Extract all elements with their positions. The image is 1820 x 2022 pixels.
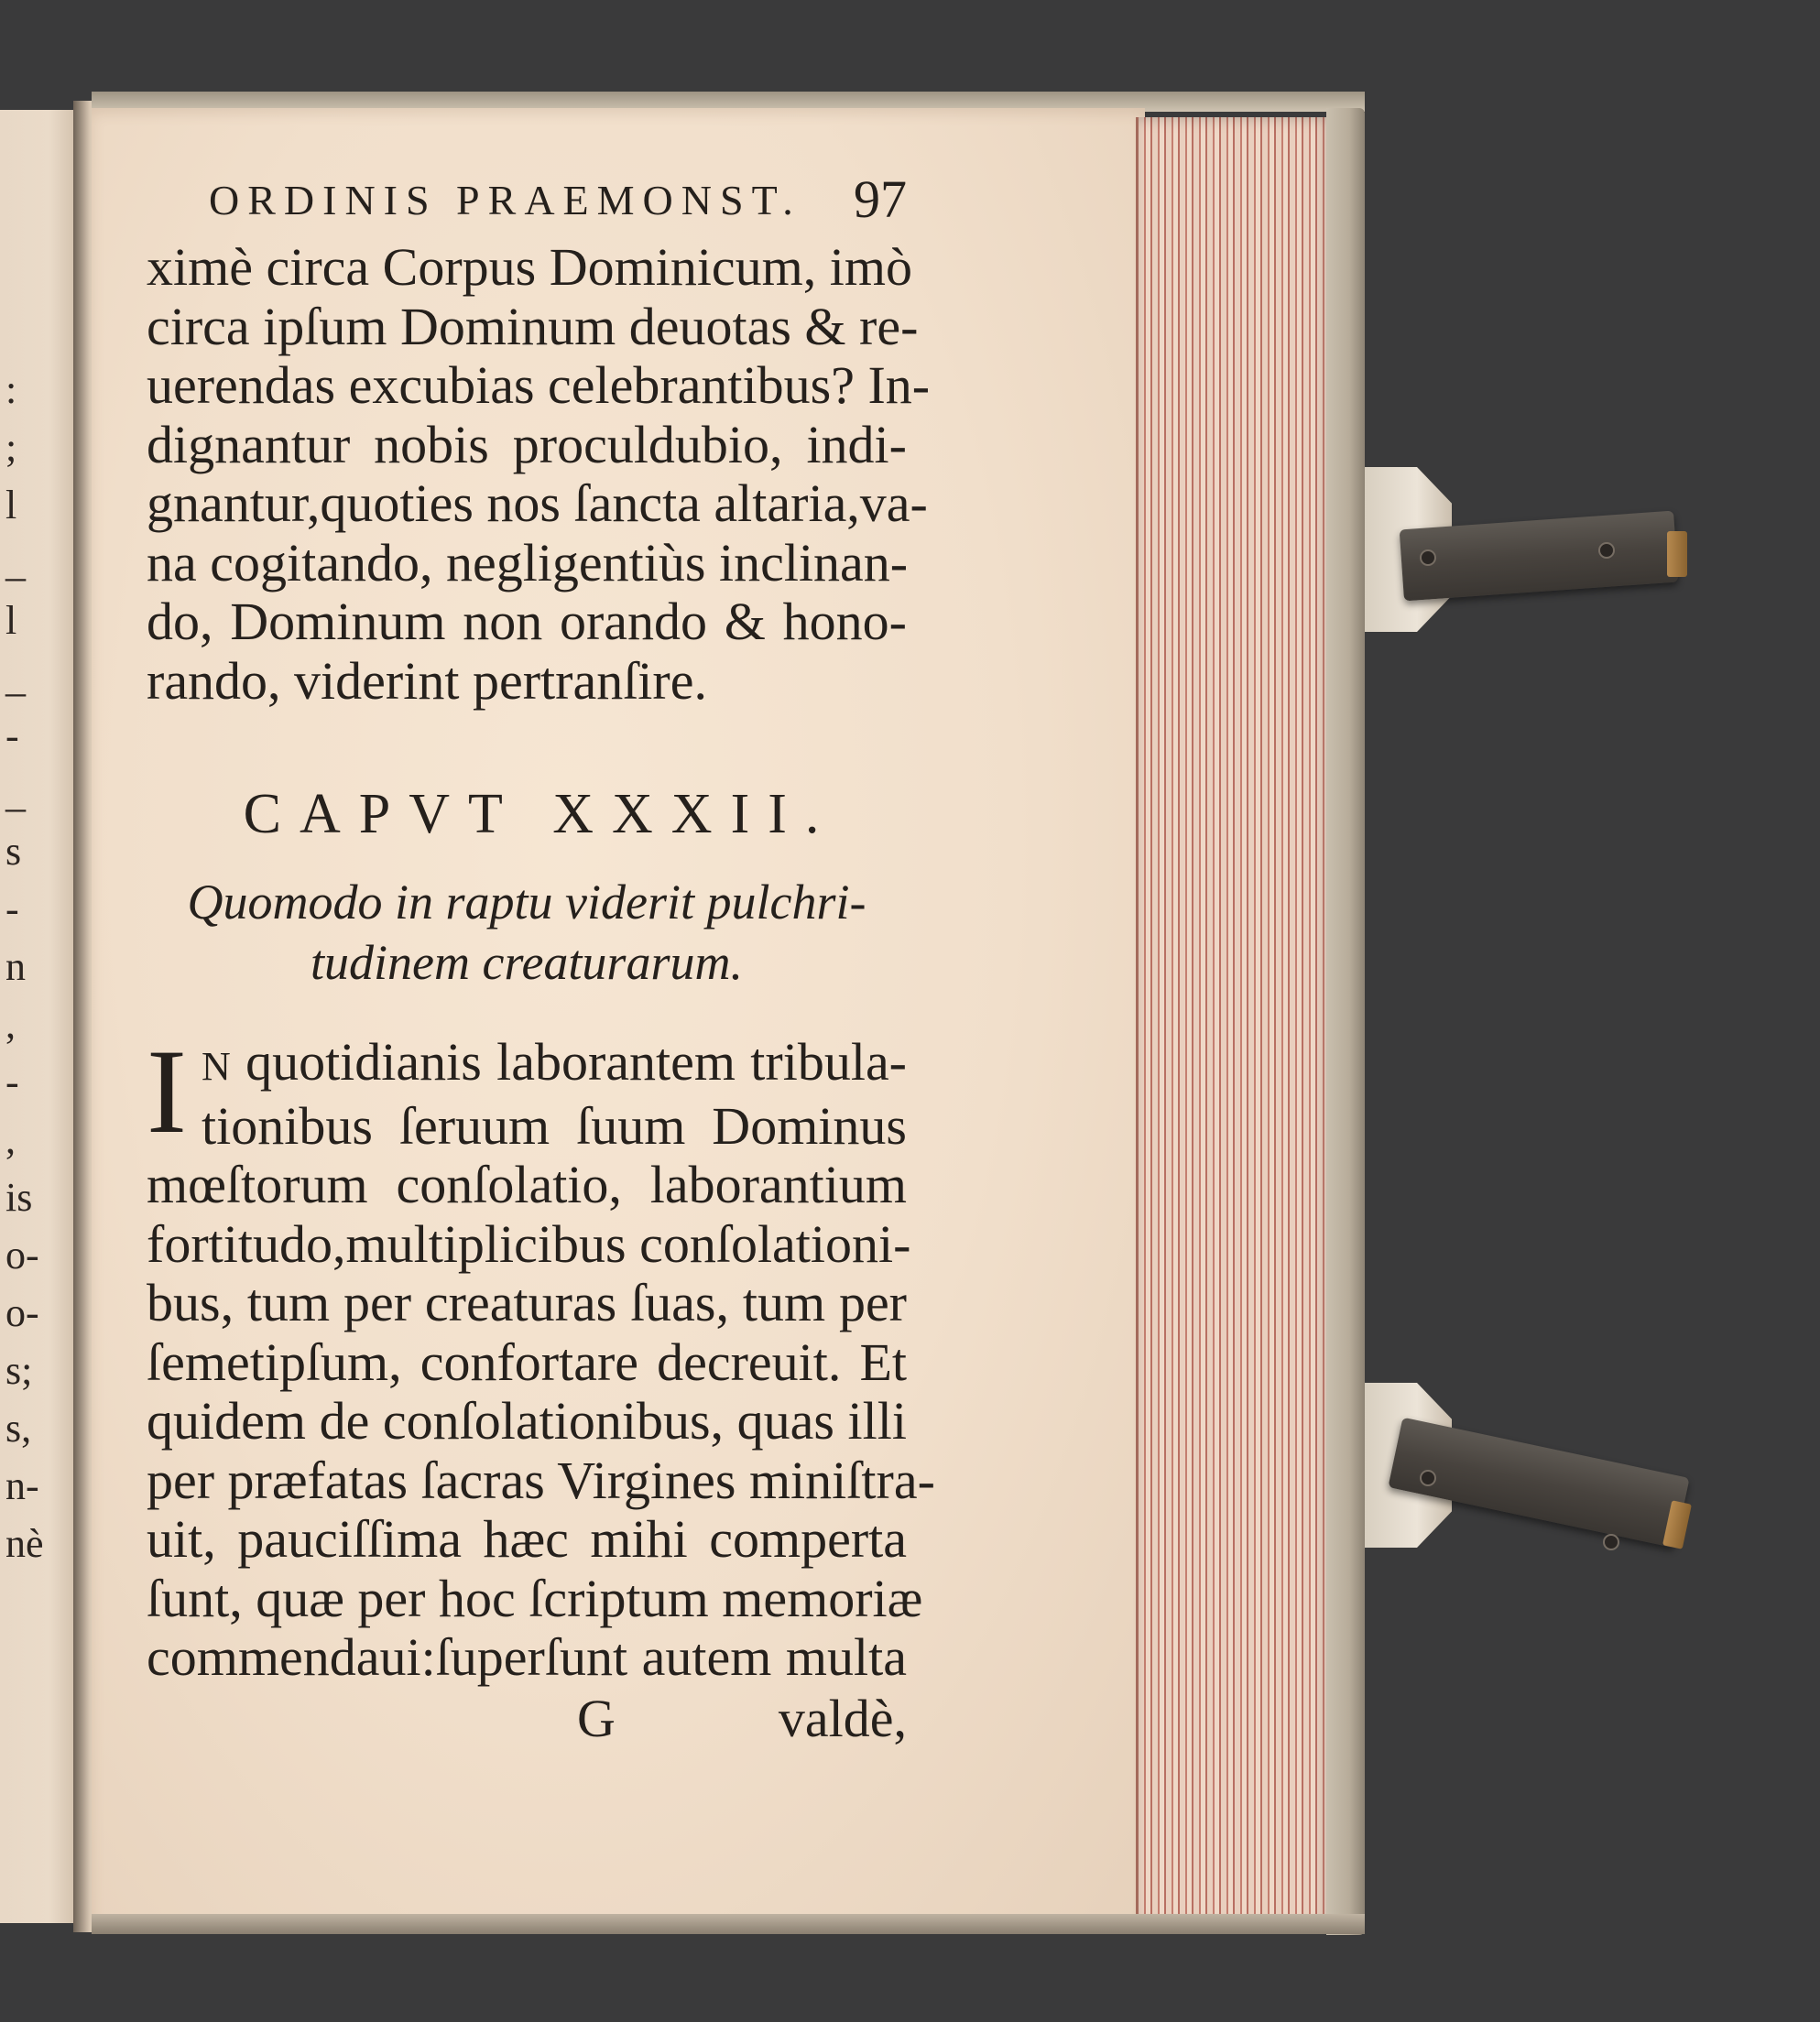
facing-page-fragment: o-	[5, 1233, 39, 1277]
facing-page-fragment: n	[5, 944, 26, 989]
text-line: uerendas excubias celebrantibus? In-	[147, 355, 931, 415]
facing-page-fragment: :	[5, 367, 17, 412]
text-line: ſemetipſum, confortare decreuit. Et	[147, 1332, 907, 1392]
text-line: tionibus ſeruum ſuum Dominus	[202, 1095, 907, 1156]
text-line: mœſtorum conſolatio, laborantium	[147, 1155, 907, 1214]
text-line: do, Dominum non orando & hono-	[147, 592, 907, 651]
clasp-rivet	[1598, 542, 1615, 559]
text-line: ximè circa Corpus Dominicum, imò	[147, 237, 913, 297]
book-cover-right-edge	[1326, 108, 1365, 1935]
page-block-edges	[1136, 117, 1335, 1926]
page-number: 97	[854, 169, 907, 229]
text-line: per præfatas ſacras Virgines miniſtra-	[147, 1450, 935, 1510]
signature-mark: G	[577, 1688, 616, 1748]
facing-page-fragment: ,	[5, 1117, 16, 1162]
facing-page-fragment: nè	[5, 1521, 44, 1566]
running-head: ORDINIS PRAEMONST.	[209, 177, 801, 223]
drop-cap: I	[147, 1024, 187, 1158]
clasp-rivet	[1420, 549, 1436, 566]
subtitle-line: Quomodo in raptu viderit pulchri-	[187, 875, 866, 929]
small-cap-letter: N	[202, 1044, 231, 1089]
clasp-rivet	[1420, 1470, 1436, 1486]
text-line: quidem de conſolationibus, quas illi	[147, 1391, 907, 1451]
book-cover-bottom-edge	[92, 1914, 1365, 1934]
page-text	[147, 169, 935, 1748]
text-line: fortitudo,multiplicibus conſolationi-	[147, 1213, 911, 1274]
first-line-text: quotidianis laborantem tribula-	[230, 1032, 907, 1092]
facing-page-fragment: -	[5, 713, 19, 758]
text-line	[147, 1033, 907, 1097]
text-line: ſunt, quæ per hoc ſcriptum memoriæ	[147, 1568, 923, 1628]
text-line: gnantur,quoties nos ſancta altaria,va-	[147, 473, 928, 533]
text-line: bus, tum per creaturas ſuas, tum per	[147, 1273, 907, 1332]
facing-page-fragment: -	[5, 1060, 19, 1104]
clasp-rivet	[1603, 1534, 1619, 1550]
facing-page-fragment: l	[5, 483, 17, 527]
facing-page-fragment: s,	[5, 1406, 32, 1451]
facing-page-fragment: _	[5, 540, 26, 585]
chapter-title: CAPVT XXXII.	[243, 783, 838, 845]
facing-page-text-fragments	[0, 110, 82, 1923]
text-line: circa ipſum Dominum deuotas & re-	[147, 296, 919, 356]
facing-page-fragment: is	[5, 1175, 33, 1220]
subtitle-line: tudinem creaturarum.	[311, 935, 743, 990]
chapter-body	[147, 1024, 935, 1748]
facing-page-fragment: s	[5, 829, 22, 874]
clasp-bottom	[1365, 1374, 1695, 1557]
page-header	[147, 169, 907, 238]
text-line: uit, pauciſſima hæc mihi comperta	[147, 1509, 907, 1569]
text-line: dignantur nobis proculdubio, indi-	[147, 414, 907, 474]
clasp-tip	[1667, 531, 1687, 577]
chapter-subtitle	[147, 872, 907, 993]
page-footer	[147, 1688, 907, 1748]
catchword: valdè,	[778, 1688, 907, 1748]
facing-page-fragment: _	[5, 656, 26, 701]
facing-page-fragment: ;	[5, 425, 17, 470]
paragraph-continued	[147, 237, 931, 711]
text-line: na cogitando, negligentiùs inclinan-	[147, 532, 909, 592]
facing-page-fragment: _	[5, 771, 26, 816]
facing-page-fragment: -	[5, 886, 19, 931]
facing-page-fragment: o-	[5, 1290, 39, 1335]
facing-page-fragment: n-	[5, 1463, 39, 1508]
text-line: commendaui:ſuperſunt autem multa	[147, 1627, 907, 1687]
facing-page-fragment: l	[5, 598, 17, 643]
facing-page-fragment: s;	[5, 1348, 33, 1393]
clasp-top	[1365, 458, 1695, 641]
facing-page-fragment: ,	[5, 1002, 16, 1047]
text-line: rando, viderint pertranſire.	[147, 650, 707, 711]
